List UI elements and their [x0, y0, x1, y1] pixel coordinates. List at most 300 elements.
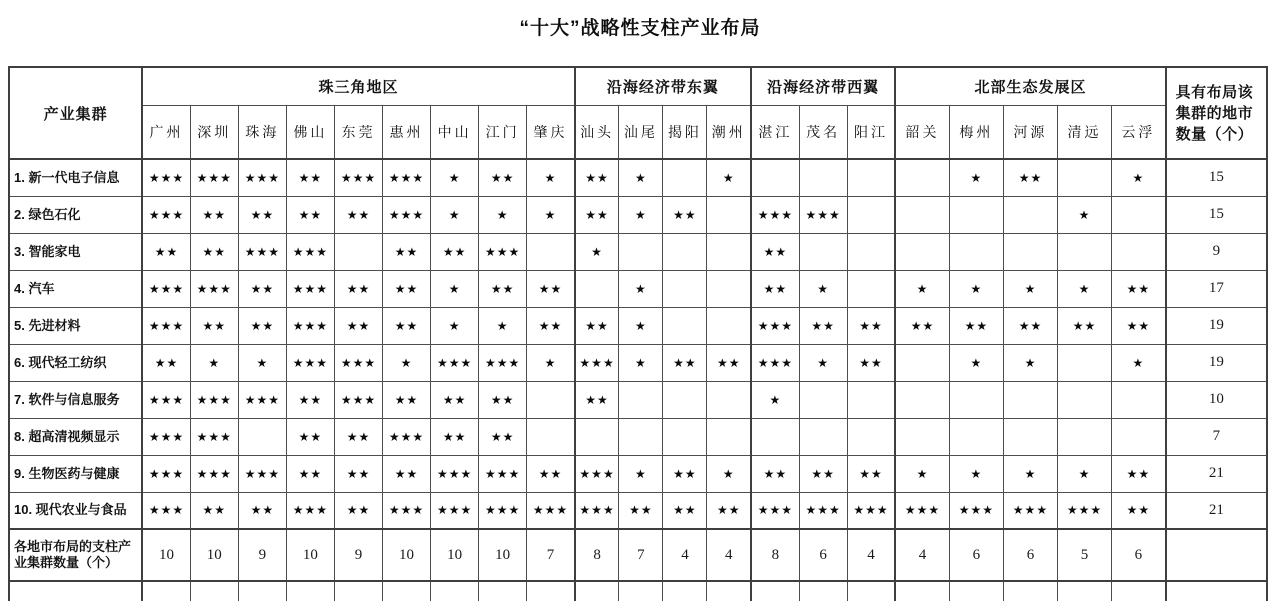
star-cell: ★★ — [847, 455, 895, 492]
star-cell — [527, 418, 575, 455]
star-cell — [847, 418, 895, 455]
star-cell — [663, 307, 707, 344]
cutoff-cell — [663, 581, 707, 601]
cutoff-cell — [190, 581, 238, 601]
star-cell: ★★ — [751, 270, 799, 307]
footer-value-cell: 10 — [142, 529, 190, 581]
star-cell — [847, 270, 895, 307]
star-cell — [707, 418, 751, 455]
industry-row-label: 2. 绿色石化 — [9, 196, 142, 233]
star-cell — [663, 270, 707, 307]
cutoff-cell — [575, 581, 619, 601]
star-cell: ★★ — [190, 492, 238, 529]
city-header: 揭阳 — [663, 106, 707, 160]
city-header: 江门 — [479, 106, 527, 160]
city-header: 中山 — [431, 106, 479, 160]
footer-value-cell: 10 — [190, 529, 238, 581]
star-cell: ★★★ — [142, 307, 190, 344]
star-cell: ★ — [1057, 455, 1111, 492]
star-cell: ★★ — [847, 307, 895, 344]
star-cell: ★★★ — [431, 455, 479, 492]
footer-value-cell: 10 — [383, 529, 431, 581]
cutoff-label-cell — [9, 581, 142, 601]
star-cell — [949, 418, 1003, 455]
star-cell — [799, 233, 847, 270]
star-cell: ★★ — [707, 492, 751, 529]
star-cell: ★★ — [383, 307, 431, 344]
cutoff-cell — [949, 581, 1003, 601]
star-cell: ★★★ — [431, 492, 479, 529]
star-cell: ★★★ — [751, 196, 799, 233]
star-cell: ★★ — [1003, 307, 1057, 344]
footer-value-cell: 8 — [575, 529, 619, 581]
cutoff-cell — [479, 581, 527, 601]
city-header: 韶关 — [895, 106, 949, 160]
star-cell: ★★ — [383, 455, 431, 492]
corner-header: 产业集群 — [9, 67, 142, 159]
star-cell: ★ — [619, 455, 663, 492]
star-cell: ★★★ — [286, 307, 334, 344]
star-cell: ★★ — [527, 455, 575, 492]
city-header: 阳江 — [847, 106, 895, 160]
count-cell: 19 — [1166, 344, 1267, 381]
star-cell: ★ — [575, 233, 619, 270]
count-cell: 17 — [1166, 270, 1267, 307]
star-cell: ★★★ — [431, 344, 479, 381]
cutoff-cell — [847, 581, 895, 601]
industry-row-label: 8. 超高清视频显示 — [9, 418, 142, 455]
industry-row — [9, 492, 1267, 529]
industry-row — [9, 307, 1267, 344]
star-cell: ★ — [949, 159, 1003, 196]
industry-row-label: 7. 软件与信息服务 — [9, 381, 142, 418]
footer-value-cell: 4 — [895, 529, 949, 581]
cutoff-cell — [895, 581, 949, 601]
star-cell: ★★ — [286, 381, 334, 418]
star-cell: ★★★ — [190, 418, 238, 455]
cutoff-cell — [799, 581, 847, 601]
footer-value-cell: 6 — [949, 529, 1003, 581]
star-cell: ★★★ — [575, 455, 619, 492]
cutoff-cell — [334, 581, 382, 601]
star-cell: ★★ — [383, 233, 431, 270]
city-header: 汕尾 — [619, 106, 663, 160]
star-cell: ★ — [619, 270, 663, 307]
star-cell — [949, 381, 1003, 418]
star-cell: ★★★ — [190, 381, 238, 418]
industry-row-label: 1. 新一代电子信息 — [9, 159, 142, 196]
star-cell: ★ — [431, 196, 479, 233]
star-cell: ★★ — [334, 270, 382, 307]
star-cell: ★ — [799, 344, 847, 381]
star-cell — [949, 233, 1003, 270]
star-cell: ★★★ — [286, 344, 334, 381]
star-cell — [1057, 381, 1111, 418]
star-cell: ★★ — [1057, 307, 1111, 344]
star-cell — [1057, 159, 1111, 196]
star-cell: ★★ — [1112, 307, 1166, 344]
star-cell: ★ — [190, 344, 238, 381]
city-header: 惠州 — [383, 106, 431, 160]
star-cell — [1003, 233, 1057, 270]
region-header-1: 珠三角地区 — [142, 67, 575, 106]
city-header: 清远 — [1057, 106, 1111, 160]
cutoff-cell — [527, 581, 575, 601]
star-cell: ★★ — [479, 418, 527, 455]
star-cell: ★★★ — [895, 492, 949, 529]
star-cell — [751, 418, 799, 455]
star-cell: ★★★ — [190, 455, 238, 492]
industry-layout-table — [8, 66, 1268, 601]
star-cell: ★★ — [286, 455, 334, 492]
city-header: 梅州 — [949, 106, 1003, 160]
star-cell: ★★ — [286, 159, 334, 196]
star-cell: ★★★ — [799, 492, 847, 529]
star-cell: ★ — [707, 455, 751, 492]
star-cell: ★ — [527, 344, 575, 381]
star-cell: ★★★ — [751, 344, 799, 381]
table-header — [9, 67, 1267, 159]
footer-value-cell: 4 — [847, 529, 895, 581]
star-cell: ★★★ — [527, 492, 575, 529]
star-cell: ★ — [619, 196, 663, 233]
star-cell: ★ — [707, 159, 751, 196]
star-cell: ★★★ — [142, 492, 190, 529]
city-header: 东莞 — [334, 106, 382, 160]
star-cell: ★★★ — [479, 344, 527, 381]
industry-row — [9, 233, 1267, 270]
star-cell: ★★★ — [142, 418, 190, 455]
star-cell: ★★ — [238, 492, 286, 529]
industry-row-label: 3. 智能家电 — [9, 233, 142, 270]
star-cell: ★★ — [190, 307, 238, 344]
star-cell — [707, 381, 751, 418]
star-cell — [847, 196, 895, 233]
star-cell: ★★★ — [479, 492, 527, 529]
star-cell: ★★ — [479, 159, 527, 196]
star-cell: ★★★ — [799, 196, 847, 233]
star-cell: ★ — [895, 270, 949, 307]
star-cell: ★★★ — [238, 381, 286, 418]
count-column-header: 具有布局该集群的地市数量（个） — [1166, 67, 1267, 159]
footer-value-cell: 5 — [1057, 529, 1111, 581]
star-cell — [895, 344, 949, 381]
industry-row — [9, 159, 1267, 196]
star-cell: ★★★ — [142, 159, 190, 196]
star-cell: ★ — [479, 196, 527, 233]
star-cell: ★★ — [663, 196, 707, 233]
star-cell: ★★ — [238, 307, 286, 344]
star-cell — [847, 381, 895, 418]
star-cell: ★★ — [1112, 492, 1166, 529]
count-cell: 15 — [1166, 159, 1267, 196]
star-cell — [663, 159, 707, 196]
footer-value-cell: 9 — [334, 529, 382, 581]
star-cell — [1003, 418, 1057, 455]
star-cell: ★★ — [334, 307, 382, 344]
cutoff-cell — [383, 581, 431, 601]
star-cell: ★★★ — [190, 270, 238, 307]
star-cell: ★★ — [286, 196, 334, 233]
star-cell: ★★ — [142, 233, 190, 270]
star-cell: ★ — [1003, 344, 1057, 381]
star-cell: ★ — [527, 196, 575, 233]
star-cell: ★★ — [286, 418, 334, 455]
star-cell: ★★ — [431, 418, 479, 455]
star-cell: ★★★ — [479, 233, 527, 270]
star-cell: ★ — [1112, 159, 1166, 196]
star-cell: ★★ — [334, 455, 382, 492]
star-cell: ★ — [1003, 455, 1057, 492]
star-cell: ★ — [799, 270, 847, 307]
star-cell: ★★★ — [383, 418, 431, 455]
star-cell: ★★ — [663, 344, 707, 381]
star-cell: ★★ — [479, 270, 527, 307]
star-cell — [707, 196, 751, 233]
city-header: 湛江 — [751, 106, 799, 160]
industry-row-label: 4. 汽车 — [9, 270, 142, 307]
footer-value-cell: 9 — [238, 529, 286, 581]
star-cell — [527, 233, 575, 270]
star-cell — [1003, 196, 1057, 233]
star-cell — [1112, 196, 1166, 233]
star-cell: ★★ — [527, 270, 575, 307]
footer-value-cell: 8 — [751, 529, 799, 581]
star-cell: ★★★ — [751, 307, 799, 344]
star-cell: ★★★ — [334, 159, 382, 196]
star-cell: ★★★ — [479, 455, 527, 492]
star-cell: ★★★ — [1057, 492, 1111, 529]
star-cell: ★★★ — [238, 159, 286, 196]
star-cell — [1112, 418, 1166, 455]
cutoff-count-cell — [1166, 581, 1267, 601]
star-cell: ★★★ — [286, 233, 334, 270]
star-cell: ★★★ — [190, 159, 238, 196]
star-cell — [238, 418, 286, 455]
star-cell: ★★★ — [949, 492, 1003, 529]
industry-row — [9, 270, 1267, 307]
header-region-row — [9, 67, 1267, 106]
count-cell: 19 — [1166, 307, 1267, 344]
city-header: 深圳 — [190, 106, 238, 160]
footer-value-cell: 10 — [431, 529, 479, 581]
star-cell — [334, 233, 382, 270]
star-cell — [799, 381, 847, 418]
star-cell: ★★★ — [142, 196, 190, 233]
count-cell: 21 — [1166, 455, 1267, 492]
star-cell: ★ — [895, 455, 949, 492]
star-cell: ★★ — [949, 307, 1003, 344]
footer-value-cell: 10 — [479, 529, 527, 581]
industry-row — [9, 344, 1267, 381]
star-cell: ★★ — [1112, 455, 1166, 492]
star-cell — [1057, 344, 1111, 381]
star-cell: ★ — [479, 307, 527, 344]
city-header: 河源 — [1003, 106, 1057, 160]
star-cell — [575, 270, 619, 307]
star-cell: ★★ — [479, 381, 527, 418]
star-cell: ★★ — [142, 344, 190, 381]
star-cell — [895, 418, 949, 455]
star-cell: ★★★ — [575, 492, 619, 529]
header-city-row — [9, 106, 1267, 160]
star-cell: ★★ — [619, 492, 663, 529]
star-cell: ★★ — [238, 196, 286, 233]
star-cell: ★★★ — [383, 492, 431, 529]
star-cell: ★★ — [527, 307, 575, 344]
star-cell: ★★ — [707, 344, 751, 381]
star-cell — [1112, 233, 1166, 270]
cutoff-cell — [619, 581, 663, 601]
industry-row-label: 9. 生物医药与健康 — [9, 455, 142, 492]
star-cell — [751, 159, 799, 196]
star-cell: ★★★ — [383, 159, 431, 196]
footer-value-cell: 7 — [527, 529, 575, 581]
star-cell — [663, 381, 707, 418]
star-cell: ★★ — [431, 233, 479, 270]
star-cell: ★ — [238, 344, 286, 381]
star-cell — [799, 418, 847, 455]
page-title: “十大”战略性支柱产业布局 — [519, 18, 761, 39]
star-cell — [619, 381, 663, 418]
star-cell: ★★ — [1003, 159, 1057, 196]
cutoff-cell — [238, 581, 286, 601]
star-cell — [619, 233, 663, 270]
star-cell: ★ — [619, 307, 663, 344]
star-cell: ★★ — [847, 344, 895, 381]
table-body — [9, 159, 1267, 601]
region-header-4: 北部生态发展区 — [895, 67, 1165, 106]
count-cell: 10 — [1166, 381, 1267, 418]
region-header-3: 沿海经济带西翼 — [751, 67, 895, 106]
star-cell: ★★★ — [751, 492, 799, 529]
cutoff-cell — [1057, 581, 1111, 601]
star-cell: ★★★ — [847, 492, 895, 529]
industry-row-label: 5. 先进材料 — [9, 307, 142, 344]
footer-label: 各地市布局的支柱产业集群数量（个） — [9, 529, 142, 581]
star-cell: ★★★ — [383, 196, 431, 233]
star-cell: ★ — [619, 159, 663, 196]
star-cell — [707, 307, 751, 344]
star-cell: ★ — [1057, 196, 1111, 233]
cutoff-cell — [286, 581, 334, 601]
star-cell: ★★ — [431, 381, 479, 418]
star-cell: ★★ — [334, 492, 382, 529]
star-cell — [663, 418, 707, 455]
star-cell: ★ — [949, 270, 1003, 307]
star-cell — [895, 196, 949, 233]
star-cell: ★ — [527, 159, 575, 196]
star-cell: ★★ — [751, 233, 799, 270]
star-cell: ★★ — [383, 270, 431, 307]
star-cell: ★ — [751, 381, 799, 418]
cutoff-cell — [1003, 581, 1057, 601]
star-cell: ★★★ — [238, 233, 286, 270]
star-cell — [707, 270, 751, 307]
star-cell — [1057, 233, 1111, 270]
star-cell: ★★★ — [142, 455, 190, 492]
star-cell: ★★ — [799, 455, 847, 492]
star-cell — [1112, 381, 1166, 418]
star-cell: ★ — [1112, 344, 1166, 381]
star-cell: ★★★ — [142, 381, 190, 418]
star-cell: ★★ — [799, 307, 847, 344]
city-header: 佛山 — [286, 106, 334, 160]
city-header: 潮州 — [707, 106, 751, 160]
cutoff-row — [9, 581, 1267, 601]
star-cell: ★ — [949, 455, 1003, 492]
star-cell: ★★★ — [1003, 492, 1057, 529]
star-cell: ★ — [949, 344, 1003, 381]
star-cell — [1003, 381, 1057, 418]
star-cell: ★ — [1003, 270, 1057, 307]
star-cell: ★★ — [334, 418, 382, 455]
star-cell: ★★ — [190, 196, 238, 233]
footer-value-cell: 6 — [1003, 529, 1057, 581]
star-cell: ★★ — [1112, 270, 1166, 307]
city-header: 汕头 — [575, 106, 619, 160]
footer-value-cell: 6 — [1112, 529, 1166, 581]
region-header-2: 沿海经济带东翼 — [575, 67, 751, 106]
count-cell: 21 — [1166, 492, 1267, 529]
star-cell — [707, 233, 751, 270]
star-cell: ★★ — [575, 307, 619, 344]
cutoff-cell — [707, 581, 751, 601]
footer-value-cell: 4 — [663, 529, 707, 581]
footer-row — [9, 529, 1267, 581]
star-cell: ★ — [431, 270, 479, 307]
industry-table-wrap — [8, 66, 1280, 601]
star-cell — [575, 418, 619, 455]
star-cell — [1057, 418, 1111, 455]
star-cell: ★★★ — [286, 270, 334, 307]
star-cell: ★★ — [190, 233, 238, 270]
star-cell: ★★★ — [334, 381, 382, 418]
star-cell — [949, 196, 1003, 233]
industry-row — [9, 196, 1267, 233]
star-cell: ★ — [431, 159, 479, 196]
star-cell: ★ — [1057, 270, 1111, 307]
count-cell: 7 — [1166, 418, 1267, 455]
count-cell: 15 — [1166, 196, 1267, 233]
star-cell: ★★★ — [286, 492, 334, 529]
star-cell: ★ — [619, 344, 663, 381]
star-cell: ★★ — [895, 307, 949, 344]
star-cell — [847, 159, 895, 196]
industry-row — [9, 381, 1267, 418]
footer-value-cell: 6 — [799, 529, 847, 581]
star-cell: ★★ — [575, 381, 619, 418]
city-header: 肇庆 — [527, 106, 575, 160]
star-cell: ★★ — [663, 492, 707, 529]
cutoff-cell — [431, 581, 479, 601]
industry-row-label: 10. 现代农业与食品 — [9, 492, 142, 529]
cutoff-cell — [751, 581, 799, 601]
count-cell: 9 — [1166, 233, 1267, 270]
star-cell: ★★ — [383, 381, 431, 418]
industry-row — [9, 455, 1267, 492]
star-cell — [895, 159, 949, 196]
star-cell — [663, 233, 707, 270]
star-cell: ★★ — [663, 455, 707, 492]
cutoff-cell — [1112, 581, 1166, 601]
footer-value-cell: 7 — [619, 529, 663, 581]
star-cell: ★ — [431, 307, 479, 344]
star-cell: ★★★ — [334, 344, 382, 381]
star-cell: ★★ — [575, 196, 619, 233]
star-cell — [895, 381, 949, 418]
cutoff-cell — [142, 581, 190, 601]
